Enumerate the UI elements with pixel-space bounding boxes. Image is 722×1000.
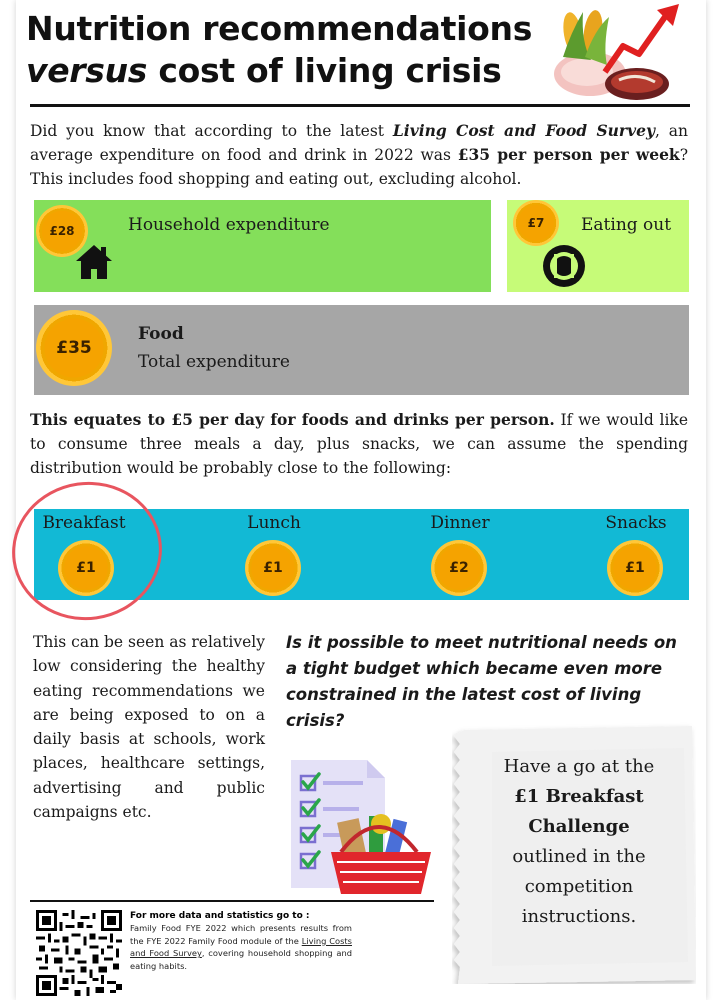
- footer-divider: [30, 900, 434, 902]
- distribution-text: If we would like to consume three meals a day, plus snacks, we can assume the spending distribution would be probably close to the following:: [30, 411, 688, 477]
- food-price-rise-illustration: [545, 2, 695, 102]
- title-line-2-rest: cost of living crisis: [147, 51, 502, 90]
- food-title: Food: [138, 324, 184, 344]
- title-versus: versus: [26, 51, 148, 90]
- meal-coin-snacks: £1: [607, 540, 663, 596]
- footer-body: [130, 922, 352, 972]
- footer-heading: For more data and statistics go to :: [130, 911, 310, 921]
- title-line-2: [26, 50, 532, 92]
- intro-text-1: Did you know that according to the latest: [30, 122, 393, 140]
- footer-sources: [130, 910, 352, 972]
- survey-link[interactable]: Living Costs and Food Survey: [130, 935, 352, 959]
- meal-label-breakfast: Breakfast: [42, 513, 126, 533]
- challenge-line-1: Have a go at the: [503, 756, 655, 777]
- meal-coin-lunch: £1: [245, 540, 301, 596]
- budget-question: Is it possible to meet nutritional needs on a tight budget which became even more constrained in the latest cost of living crisis?: [286, 633, 677, 730]
- survey-name: Living Cost and Food Survey: [392, 121, 655, 140]
- intro-text-2: , an average expenditure on food and drink in 2022 was: [30, 122, 688, 164]
- title-divider: [30, 104, 690, 107]
- daily-amount-statement: This equates to £5 per day for foods and drinks per person.: [30, 410, 555, 429]
- intro-text-3: ? This includes food shopping and eating out, excluding alcohol.: [30, 146, 688, 188]
- total-expenditure-label: Total expenditure: [138, 352, 290, 372]
- daily-spending-paragraph: [30, 408, 688, 480]
- eating-out-label: Eating out: [581, 215, 672, 235]
- footer-text-1: Family Food FYE 2022 which presents results from the FYE 2022 Family Food module of the: [130, 923, 352, 946]
- low-spending-paragraph: This can be seen as relatively low considering the healthy eating recommendations we are being exposed to on a daily basis at schools, work places, healthcare settings, advertising and public campaigns etc.: [33, 633, 265, 822]
- house-icon: [74, 243, 114, 281]
- page-title: [26, 8, 532, 92]
- meal-coin-breakfast: £1: [58, 540, 114, 596]
- title-line-1: Nutrition recommendations: [26, 9, 533, 48]
- household-coin: £28: [36, 205, 88, 257]
- checklist-basket-illustration: [285, 754, 435, 894]
- total-coin: £35: [36, 310, 112, 386]
- eating-out-coin: £7: [513, 200, 559, 246]
- challenge-title: £1 Breakfast Challenge: [514, 786, 644, 837]
- weekly-amount: £35 per person per week: [457, 145, 680, 164]
- household-label: Household expenditure: [128, 215, 330, 235]
- meal-coin-dinner: £2: [431, 540, 487, 596]
- meal-label-snacks: Snacks: [605, 513, 667, 533]
- meal-label-lunch: Lunch: [247, 513, 301, 533]
- intro-paragraph: [30, 119, 688, 191]
- challenge-line-2: outlined in the competition instructions.: [512, 846, 646, 927]
- total-expenditure-box: [34, 305, 689, 395]
- challenge-note: [480, 752, 678, 932]
- qr-code[interactable]: [36, 910, 122, 996]
- meal-label-dinner: Dinner: [430, 513, 490, 533]
- plate-cutlery-icon: [542, 244, 586, 288]
- footer-text-2: , covering household shopping and eating habits.: [130, 948, 353, 971]
